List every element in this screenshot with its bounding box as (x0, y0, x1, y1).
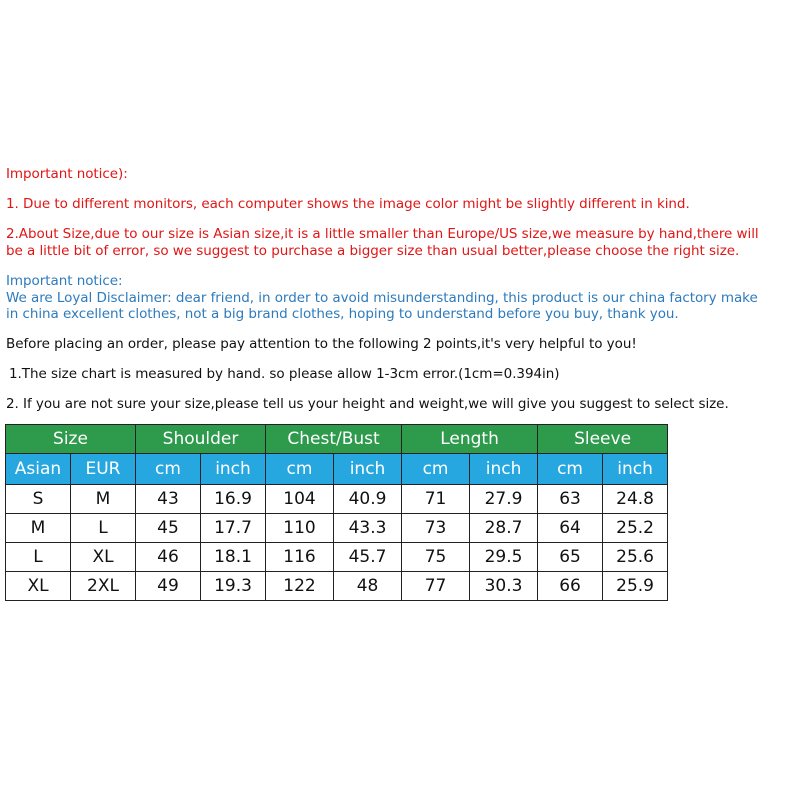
table-row (6, 514, 668, 543)
cell-chest-inch: 43.3 (334, 514, 402, 543)
cell-length-cm: 77 (402, 572, 470, 601)
subheader-chest-inch: inch (334, 454, 402, 485)
cell-chest-cm: 122 (266, 572, 334, 601)
cell-sleeve-inch: 25.9 (603, 572, 668, 601)
notice-title-blue: Important notice: (6, 273, 123, 289)
cell-chest-inch: 40.9 (334, 485, 402, 514)
cell-shoulder-inch: 17.7 (201, 514, 266, 543)
header-sleeve: Sleeve (538, 425, 668, 454)
header-shoulder: Shoulder (136, 425, 266, 454)
subheader-asian: Asian (6, 454, 71, 485)
subheader-shoulder-inch: inch (201, 454, 266, 485)
cell-sleeve-inch: 25.2 (603, 514, 668, 543)
header-chest-bust: Chest/Bust (266, 425, 402, 454)
group-header-row (6, 425, 668, 454)
subheader-sleeve-inch: inch (603, 454, 668, 485)
table-row (6, 543, 668, 572)
cell-sleeve-cm: 64 (538, 514, 603, 543)
subheader-length-cm: cm (402, 454, 470, 485)
cell-eur: L (71, 514, 136, 543)
header-length: Length (402, 425, 538, 454)
cell-asian: S (6, 485, 71, 514)
cell-chest-cm: 116 (266, 543, 334, 572)
size-advice-note: 2. If you are not sure your size,please tell us your height and weight,we will give you suggest to select size. (6, 396, 729, 412)
sub-header-row (6, 454, 668, 485)
table-row (6, 485, 668, 514)
cell-shoulder-cm: 45 (136, 514, 201, 543)
disclaimer-line2: in china excellent clothes, not a big brand clothes, hoping to understand before you buy, thank you. (6, 306, 679, 322)
cell-asian: XL (6, 572, 71, 601)
measurement-note: 1.The size chart is measured by hand. so please allow 1-3cm error.(1cm=0.394in) (9, 366, 560, 382)
cell-eur: M (71, 485, 136, 514)
cell-length-inch: 30.3 (470, 572, 538, 601)
cell-chest-cm: 110 (266, 514, 334, 543)
notice-size-line2: be a little bit of error, so we suggest to purchase a bigger size than usual better,please choose the right size. (6, 243, 740, 259)
subheader-eur: EUR (71, 454, 136, 485)
cell-chest-inch: 45.7 (334, 543, 402, 572)
subheader-sleeve-cm: cm (538, 454, 603, 485)
cell-shoulder-cm: 49 (136, 572, 201, 601)
cell-length-cm: 73 (402, 514, 470, 543)
cell-shoulder-inch: 18.1 (201, 543, 266, 572)
cell-sleeve-cm: 65 (538, 543, 603, 572)
cell-asian: M (6, 514, 71, 543)
subheader-length-inch: inch (470, 454, 538, 485)
size-chart-table (5, 424, 668, 601)
subheader-chest-cm: cm (266, 454, 334, 485)
cell-asian: L (6, 543, 71, 572)
cell-length-cm: 75 (402, 543, 470, 572)
header-size: Size (6, 425, 136, 454)
order-intro: Before placing an order, please pay attention to the following 2 points,it's very helpful to you! (6, 336, 637, 352)
cell-shoulder-inch: 19.3 (201, 572, 266, 601)
subheader-shoulder-cm: cm (136, 454, 201, 485)
notice-title-red: Important notice): (6, 166, 128, 182)
cell-shoulder-cm: 46 (136, 543, 201, 572)
notice-size-line1: 2.About Size,due to our size is Asian size,it is a little smaller than Europe/US size,we measure by hand,there will (6, 226, 759, 242)
cell-length-inch: 28.7 (470, 514, 538, 543)
cell-length-inch: 27.9 (470, 485, 538, 514)
cell-sleeve-inch: 25.6 (603, 543, 668, 572)
cell-chest-inch: 48 (334, 572, 402, 601)
cell-eur: 2XL (71, 572, 136, 601)
cell-chest-cm: 104 (266, 485, 334, 514)
cell-sleeve-cm: 66 (538, 572, 603, 601)
cell-length-inch: 29.5 (470, 543, 538, 572)
cell-shoulder-cm: 43 (136, 485, 201, 514)
disclaimer-line1: We are Loyal Disclaimer: dear friend, in order to avoid misunderstanding, this product is our china factory make (6, 290, 758, 306)
cell-shoulder-inch: 16.9 (201, 485, 266, 514)
notice-monitor-color: 1. Due to different monitors, each computer shows the image color might be slightly different in kind. (6, 196, 690, 212)
cell-length-cm: 71 (402, 485, 470, 514)
cell-sleeve-inch: 24.8 (603, 485, 668, 514)
table-row (6, 572, 668, 601)
cell-sleeve-cm: 63 (538, 485, 603, 514)
cell-eur: XL (71, 543, 136, 572)
